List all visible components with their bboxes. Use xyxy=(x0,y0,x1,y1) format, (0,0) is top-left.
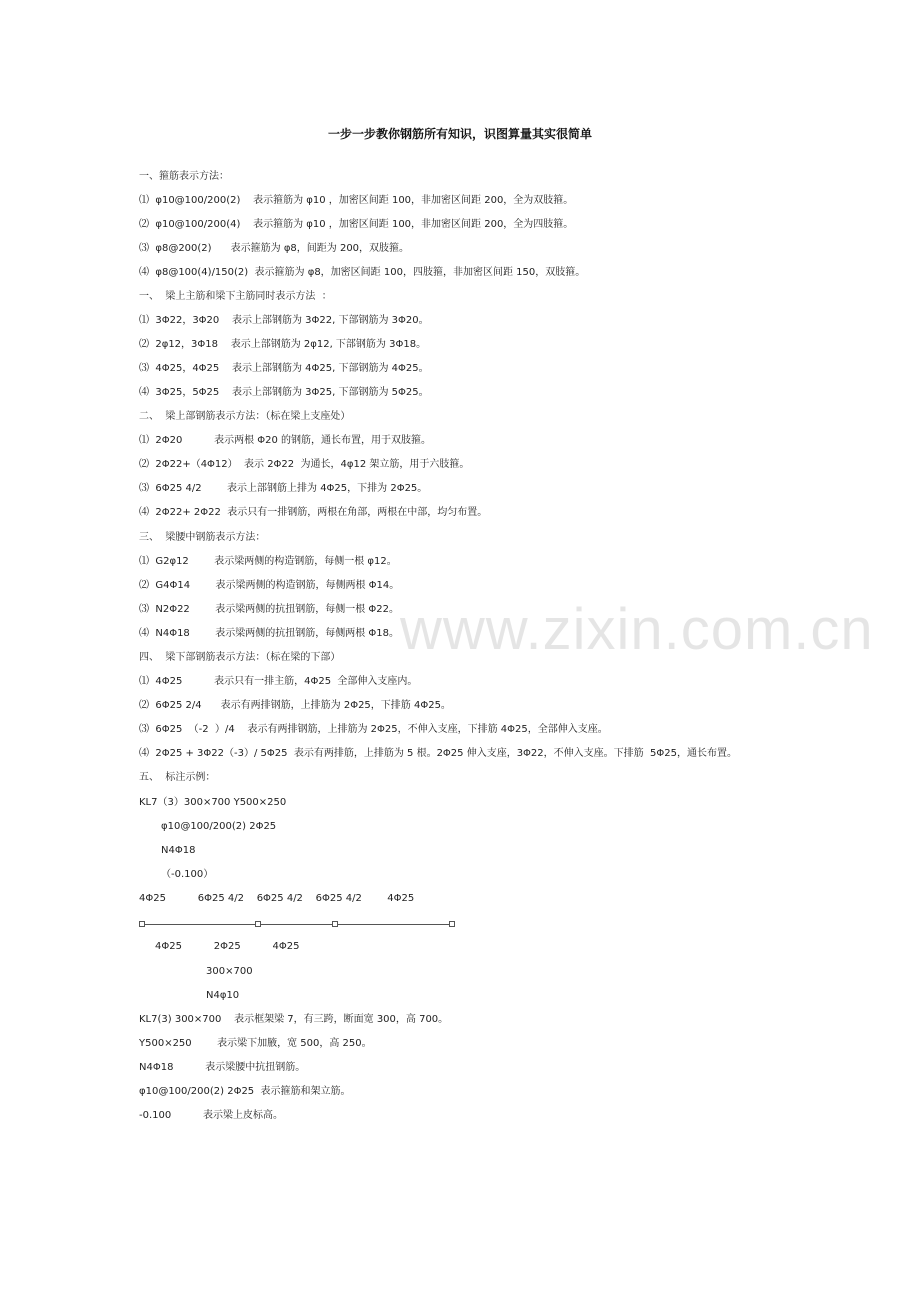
example-section-bar: N4φ10 xyxy=(206,990,240,1001)
list-item: ⑷ 3Φ25，5Φ25 表示上部钢筋为 3Φ25, 下部钢筋为 5Φ25。 xyxy=(139,387,429,398)
explanation-line: -0.100 表示梁上皮标高。 xyxy=(139,1110,284,1121)
example-side-bar-label: N4Φ18 xyxy=(161,845,196,856)
example-beam-label: KL7（3）300×700 Y500×250 xyxy=(139,797,287,808)
section-heading-top-bars: 二、 梁上部钢筋表示方法：（标在梁上支座处） xyxy=(139,411,351,422)
section-heading-stirrups: 一、箍筋表示方法： xyxy=(139,171,229,182)
page-title: 一步一步教你钢筋所有知识，识图算量其实很简单 xyxy=(327,127,592,141)
beam-line xyxy=(142,924,454,925)
list-item: ⑴ G2φ12 表示梁两侧的构造钢筋，每侧一根 φ12。 xyxy=(139,556,397,567)
example-stirrup-label: φ10@100/200(2) 2Φ25 xyxy=(161,821,277,832)
explanation-line: Y500×250 表示梁下加腋，宽 500，高 250。 xyxy=(139,1038,372,1049)
list-item: ⑶ 6Φ25 （-2 ）/4 表示有两排钢筋，上排筋为 2Φ25，不伸入支座，下排筋 4Φ25，全部伸入支座。 xyxy=(139,724,608,735)
support-node xyxy=(449,921,455,927)
list-item: ⑷ 2Φ25 + 3Φ22（-3）/ 5Φ25 表示有两排筋，上排筋为 5 根。2Φ25 伸入支座，3Φ22，不伸入支座。下排筋 5Φ25，通长布置。 xyxy=(139,748,737,759)
example-bottom-row: 4Φ25 2Φ25 4Φ25 xyxy=(155,941,300,952)
list-item: ⑵ 2Φ22+（4Φ12） 表示 2Φ22 为通长，4φ12 架立筋，用于六肢箍。 xyxy=(139,459,470,470)
section-heading-bottom-bars: 四、 梁下部钢筋表示方法：（标在梁的下部） xyxy=(139,652,341,663)
support-node xyxy=(139,921,145,927)
list-item: ⑴ 3Φ22，3Φ20 表示上部钢筋为 3Φ22, 下部钢筋为 3Φ20。 xyxy=(139,315,429,326)
explanation-line: N4Φ18 表示梁腰中抗扭钢筋。 xyxy=(139,1062,306,1073)
section-heading-main-bars: 一、 梁上主筋和梁下主筋同时表示方法 ： xyxy=(139,291,332,302)
list-item: ⑶ 6Φ25 4/2 表示上部钢筋上排为 4Φ25，下排为 2Φ25。 xyxy=(139,483,428,494)
list-item: ⑴ 2Φ20 表示两根 Φ20 的钢筋，通长布置，用于双肢箍。 xyxy=(139,435,432,446)
support-node xyxy=(255,921,261,927)
list-item: ⑵ 6Φ25 2/4 表示有两排钢筋，上排筋为 2Φ25，下排筋 4Φ25。 xyxy=(139,700,451,711)
support-node xyxy=(332,921,338,927)
example-elevation-label: （-0.100） xyxy=(161,869,214,880)
example-top-row: 4Φ25 6Φ25 4/2 6Φ25 4/2 6Φ25 4/2 4Φ25 xyxy=(139,893,415,904)
list-item: ⑴ 4Φ25 表示只有一排主筋，4Φ25 全部伸入支座内。 xyxy=(139,676,418,687)
list-item: ⑷ φ8@100(4)/150(2) 表示箍筋为 φ8，加密区间距 100，四肢箍，非加密区间距 150，双肢箍。 xyxy=(139,267,586,278)
list-item: ⑶ 4Φ25，4Φ25 表示上部钢筋为 4Φ25, 下部钢筋为 4Φ25。 xyxy=(139,363,429,374)
explanation-line: KL7(3) 300×700 表示框架梁 7，有三跨，断面宽 300，高 700。 xyxy=(139,1014,449,1025)
explanation-line: φ10@100/200(2) 2Φ25 表示箍筋和架立筋。 xyxy=(139,1086,351,1097)
list-item: ⑵ φ10@100/200(4) 表示箍筋为 φ10 ，加密区间距 100，非加密区间距 200，全为四肢箍。 xyxy=(139,219,574,230)
list-item: ⑵ 2φ12，3Φ18 表示上部钢筋为 2φ12, 下部钢筋为 3Φ18。 xyxy=(139,339,427,350)
list-item: ⑶ φ8@200(2) 表示箍筋为 φ8，间距为 200，双肢箍。 xyxy=(139,243,410,254)
section-heading-example: 五、 标注示例： xyxy=(139,772,216,783)
list-item: ⑷ N4Φ18 表示梁两侧的抗扭钢筋，每侧两根 Φ18。 xyxy=(139,628,399,639)
watermark: www.zixin.com.cn xyxy=(400,597,874,662)
list-item: ⑷ 2Φ22+ 2Φ22 表示只有一排钢筋，两根在角部，两根在中部，均匀布置。 xyxy=(139,507,488,518)
section-heading-side-bars: 三、 梁腰中钢筋表示方法： xyxy=(139,532,266,543)
list-item: ⑵ G4Φ14 表示梁两侧的构造钢筋，每侧两根 Φ14。 xyxy=(139,580,400,591)
example-section-size: 300×700 xyxy=(206,966,253,977)
list-item: ⑶ N2Φ22 表示梁两侧的抗扭钢筋，每侧一根 Φ22。 xyxy=(139,604,399,615)
list-item: ⑴ φ10@100/200(2) 表示箍筋为 φ10 ，加密区间距 100，非加密区间距 200，全为双肢箍。 xyxy=(139,195,574,206)
